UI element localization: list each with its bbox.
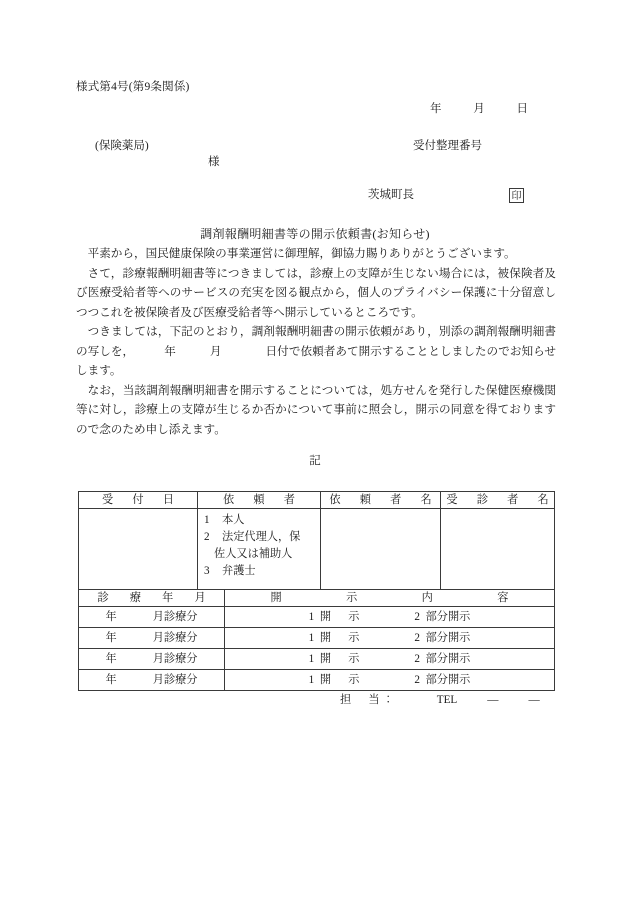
- tel-label: TEL: [436, 694, 458, 706]
- disclosure-option-2-num: 2: [414, 674, 420, 686]
- disclosure-option-2-num: 2: [414, 611, 420, 623]
- cell-treatment-period[interactable]: [79, 628, 225, 649]
- body-text: [76, 244, 556, 439]
- cell-requester-options[interactable]: [198, 509, 321, 591]
- header-disclosure-content: 開 示 内 容: [225, 590, 555, 607]
- body-paragraph-1: 平素から，国民健康保険の事業運営に御理解，御協力賜りありがとうございます。: [87, 247, 516, 260]
- tel-dash-1: ―: [487, 694, 499, 706]
- requester-option-3[interactable]: [204, 563, 320, 580]
- header-requester-name: 依 頼 者 名: [321, 492, 441, 509]
- period-rest-label: 月診療分: [152, 674, 198, 686]
- disclosure-option-2-num: 2: [414, 632, 420, 644]
- pharmacy-label: (保険薬局): [95, 140, 149, 152]
- body-paragraph-3: [76, 322, 556, 381]
- table-row: [79, 628, 555, 649]
- body-paragraph-3-part2: 日付で依頼者あて開示することとしましたのでお知らせします。: [76, 344, 556, 377]
- ki-mark: 記: [309, 454, 321, 467]
- cell-disclosure-content[interactable]: [225, 607, 555, 628]
- disclosure-option-1-label[interactable]: 開 示: [319, 611, 363, 623]
- disclosure-option-2-label[interactable]: 部分開示: [425, 653, 471, 665]
- header-reception-date: 受 付 日: [79, 492, 198, 509]
- disclosure-option-1-num: 1: [308, 632, 315, 644]
- body-paragraph-2: さて，診療報酬明細書等につきましては，診療上の支障が生じない場合には，被保険者及び医療受給者等へのサービスの充実を図る観点から，個人のプライバシー保護に十分留意しつつこれを被保険者及び医療受給者等へ開示しているところです。: [76, 266, 556, 319]
- disclosure-option-1-num: 1: [308, 611, 315, 623]
- body-paragraph-3-year: 年: [164, 344, 176, 358]
- disclosure-option-2-label[interactable]: 部分開示: [425, 674, 471, 686]
- body-paragraph-3-part1: つきましては，下記のとおり，調剤報酬明細書の開示依頼があり，別添の調剤報酬明細書の写しを，: [76, 325, 556, 358]
- requester-option-3-label: 弁護士: [222, 565, 256, 577]
- period-year-label: 年: [105, 653, 117, 665]
- disclosure-option-2-label[interactable]: 部分開示: [425, 611, 471, 623]
- period-year-label: 年: [105, 611, 117, 623]
- charge-label: 担 当：: [340, 694, 397, 706]
- disclosure-option-1-num: 1: [308, 674, 315, 686]
- disclosure-option-1-label[interactable]: 開 示: [319, 653, 363, 665]
- header-treatment-period: 診 療 年 月: [79, 590, 225, 607]
- date-year-label: 年: [430, 103, 442, 115]
- disclosure-table: [78, 589, 555, 691]
- header-patient-name: 受 診 者 名: [441, 492, 555, 509]
- table-row: [79, 607, 555, 628]
- period-rest-label: 月診療分: [152, 611, 198, 623]
- requester-option-2[interactable]: [204, 529, 320, 546]
- page-title: 調剤報酬明細書等の開示依頼書(お知らせ): [200, 227, 430, 241]
- date-line: [430, 104, 528, 116]
- cell-treatment-period[interactable]: [79, 649, 225, 670]
- requester-option-2-cont-label: 佐人又は補助人: [214, 548, 293, 560]
- disclosure-option-1-label[interactable]: 開 示: [319, 632, 363, 644]
- period-rest-label: 月診療分: [152, 653, 198, 665]
- requester-option-1-label: 本人: [222, 514, 245, 526]
- disclosure-option-2-label[interactable]: 部分開示: [425, 632, 471, 644]
- table-row: [79, 649, 555, 670]
- cell-disclosure-content[interactable]: [225, 649, 555, 670]
- requester-option-3-num: 3: [204, 565, 210, 577]
- body-paragraph-4: なお，当該調剤報酬明細書を開示することについては，処方せんを発行した保健医療機関等に対し，診療上の支障が生じるか否かについて事前に照会し，開示の同意を得ておりますので念のため申し添えます。: [76, 383, 556, 436]
- cell-treatment-period[interactable]: [79, 670, 225, 691]
- disclosure-option-1-label[interactable]: 開 示: [319, 674, 363, 686]
- table-header-row: [79, 492, 555, 509]
- table-row: [79, 670, 555, 691]
- period-rest-label: 月診療分: [152, 632, 198, 644]
- addressee-honorific: 様: [208, 156, 220, 168]
- date-day-label: 日: [516, 103, 528, 115]
- cell-disclosure-content[interactable]: [225, 628, 555, 649]
- header-requester-type: 依 頼 者: [198, 492, 321, 509]
- table-row: [79, 509, 555, 591]
- table-header-row: [79, 590, 555, 607]
- body-paragraph-3-month: 月: [209, 344, 222, 358]
- cell-reception-date[interactable]: [79, 509, 198, 591]
- disclosure-option-2-num: 2: [414, 653, 420, 665]
- footer-contact: [340, 695, 540, 706]
- period-year-label: 年: [105, 674, 117, 686]
- issuer-label: 茨城町長: [368, 189, 414, 201]
- seal-stamp-icon: 印: [509, 188, 524, 203]
- cell-requester-name[interactable]: [321, 509, 441, 591]
- requester-option-2-cont: [204, 546, 320, 563]
- cell-patient-name[interactable]: [441, 509, 555, 591]
- receipt-number-label: 受付整理番号: [413, 140, 482, 152]
- requester-table: [78, 491, 555, 591]
- period-year-label: 年: [105, 632, 117, 644]
- disclosure-option-1-num: 1: [308, 653, 315, 665]
- date-month-label: 月: [473, 103, 485, 115]
- requester-option-2-label: 法定代理人，保: [222, 531, 301, 543]
- form-code: 様式第4号(第9条関係): [76, 81, 190, 93]
- cell-treatment-period[interactable]: [79, 607, 225, 628]
- cell-disclosure-content[interactable]: [225, 670, 555, 691]
- requester-option-1-num: 1: [204, 514, 210, 526]
- requester-option-1[interactable]: [204, 512, 320, 529]
- requester-option-2-num: 2: [204, 531, 210, 543]
- tel-dash-2: ―: [528, 694, 540, 706]
